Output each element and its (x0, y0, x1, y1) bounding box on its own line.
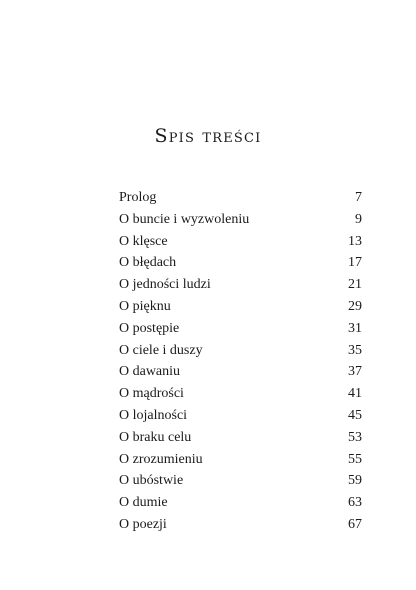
toc-entry-page-number: 35 (348, 342, 362, 358)
table-of-contents (119, 187, 362, 536)
toc-entry-page-number: 7 (355, 190, 362, 205)
toc-entry-title: O lojalności (119, 407, 188, 423)
toc-entry-title: O ubóstwie (119, 473, 184, 489)
toc-entry-title: O dawaniu (119, 364, 181, 380)
toc-entry (119, 514, 362, 536)
toc-entry (119, 361, 362, 383)
toc-entry (119, 231, 362, 253)
toc-entry (119, 470, 362, 492)
toc-entry-page-number: 53 (348, 429, 362, 445)
toc-entry-title: O braku celu (119, 429, 192, 445)
toc-entry-page-number: 29 (348, 298, 362, 314)
toc-entry (119, 383, 362, 405)
toc-entry-page-number: 13 (348, 233, 362, 249)
toc-entry-page-number: 31 (348, 320, 362, 336)
toc-entry-page-number: 55 (348, 451, 362, 467)
toc-entry-title: O dumie (119, 495, 168, 511)
toc-entry-page-number: 41 (348, 386, 362, 402)
page-title: Spis treści (154, 125, 262, 147)
toc-entry-title: O pięknu (119, 298, 171, 314)
toc-entry (119, 405, 362, 427)
toc-entry-title: O zrozumieniu (119, 451, 203, 467)
toc-entry-page-number: 59 (348, 473, 362, 489)
toc-entry-title: O jedności ludzi (119, 277, 211, 293)
toc-entry (119, 449, 362, 471)
toc-entry-page-number: 37 (348, 364, 362, 380)
toc-entry (119, 318, 362, 340)
toc-entry (119, 274, 362, 296)
toc-entry (119, 427, 362, 449)
toc-entry-title: O mądrości (119, 386, 184, 402)
toc-entry-title: O klęsce (119, 233, 168, 249)
toc-entry-page-number: 63 (348, 495, 362, 511)
toc-entry-title: O błędach (119, 255, 177, 271)
toc-entry (119, 187, 362, 209)
toc-entry-page-number: 17 (348, 255, 362, 271)
toc-entry-page-number: 45 (348, 407, 362, 423)
toc-entry-page-number: 9 (355, 211, 362, 227)
toc-entry-title: O ciele i duszy (119, 342, 203, 358)
toc-entry-title: O postępie (119, 320, 180, 336)
toc-entry (119, 492, 362, 514)
toc-entry (119, 252, 362, 274)
toc-entry (119, 340, 362, 362)
toc-entry-title: O buncie i wyzwoleniu (119, 211, 250, 227)
toc-entry (119, 296, 362, 318)
toc-entry-page-number: 21 (348, 277, 362, 293)
toc-entry-page-number: 67 (348, 516, 362, 532)
toc-entry-title: Prolog (119, 190, 157, 205)
toc-entry-title: O poezji (119, 516, 167, 532)
toc-entry (119, 209, 362, 231)
